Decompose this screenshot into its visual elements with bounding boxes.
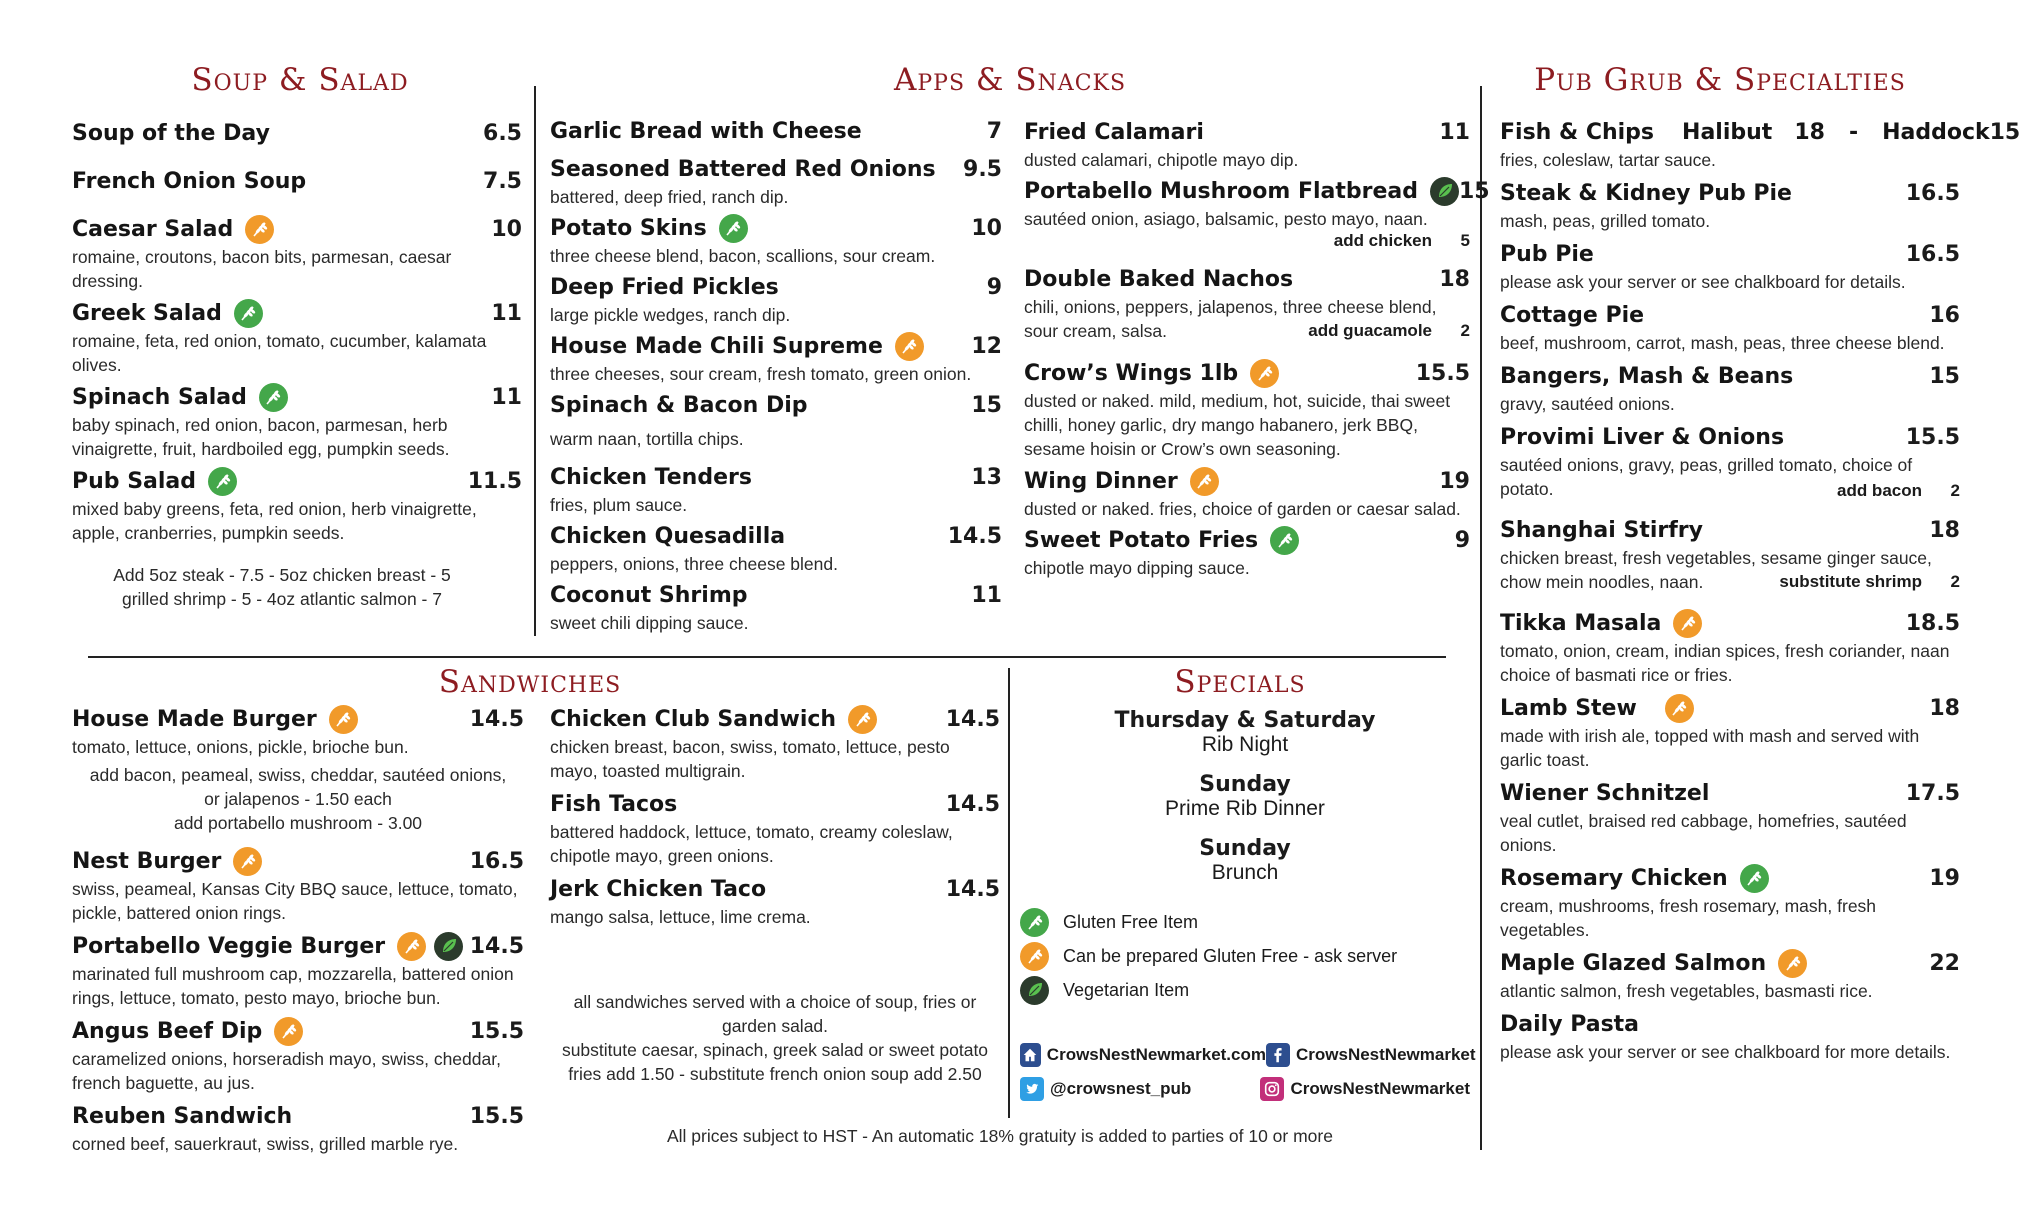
menu-item (1500, 607, 1960, 692)
menu-item (1500, 360, 1960, 421)
sandwiches-right-column (550, 703, 1000, 933)
item-description: chipotle mayo dipping sauce. (1024, 558, 1250, 578)
menu-item (550, 873, 1000, 933)
special-day: Thursday & Saturday (1114, 708, 1376, 733)
item-description: romaine, feta, red onion, tomato, cucumber, kalamata olives. (72, 331, 487, 375)
specials-title: Specials (1174, 664, 1306, 700)
item-price: 15 (971, 392, 1002, 418)
addon-price: 2 (1460, 321, 1470, 340)
menu-item (550, 461, 1002, 520)
special-day: Sunday (1199, 772, 1291, 797)
item-price: 7 (986, 118, 1002, 144)
item-name: House Made Burger (72, 706, 317, 732)
item-price: 15 (1989, 119, 2020, 145)
menu-item (1024, 175, 1490, 263)
menu-item (550, 788, 1000, 873)
wheat-icon (848, 705, 877, 734)
sandwich-note-line: substitute caesar, spinach, greek salad or sweet potato (561, 1040, 989, 1060)
wheat-icon (1020, 908, 1049, 937)
item-price: 18.5 (1905, 610, 1960, 636)
item-description: sour cream, salsa. (1024, 321, 1167, 341)
pub-grub-title: Pub Grub & Specialties (1534, 62, 1906, 98)
wheat-icon (245, 215, 274, 244)
legend-vegetarian (1020, 973, 1460, 1007)
item-price: 15 (1929, 363, 1960, 389)
legend-label: Gluten Free Item (1063, 911, 1199, 932)
wheat-icon (397, 932, 426, 961)
item-name: Lamb Stew (1500, 695, 1637, 721)
item-price: 17.5 (1905, 780, 1960, 806)
sandwich-note-line: all sandwiches served with a choice of soup, fries or (573, 992, 977, 1012)
item-price: 18 (1439, 266, 1470, 292)
menu-item (1024, 357, 1470, 465)
item-name: Portabello Veggie Burger (72, 933, 386, 959)
item-description: gravy, sautéed onions. (1500, 394, 1675, 414)
item-name: Angus Beef Dip (72, 1018, 263, 1044)
item-description: baby spinach, red onion, bacon, parmesan, herb vinaigrette, fruit, hardboiled egg, pumpkin seeds. (72, 415, 450, 459)
leaf-icon (1430, 177, 1459, 206)
item-description: chicken breast, bacon, swiss, tomato, lettuce, pesto mayo, toasted multigrain. (550, 737, 950, 781)
twitter-icon (1020, 1077, 1044, 1101)
item-price: 14.5 (469, 706, 524, 732)
item-price: 14.5 (947, 523, 1002, 549)
item-name: French Onion Soup (72, 168, 307, 194)
menu-item (1024, 465, 1470, 524)
item-description: sweet chili dipping sauce. (550, 613, 749, 633)
item-name: Wing Dinner (1024, 468, 1178, 494)
menu-item (1500, 421, 1960, 514)
item-description: please ask your server or see chalkboard for details. (1500, 272, 1906, 292)
wheat-icon (1740, 864, 1769, 893)
item-price: 15.5 (1905, 424, 1960, 450)
item-name: Maple Glazed Salmon (1500, 950, 1767, 976)
addon-line (1308, 321, 1470, 341)
item-name: Nest Burger (72, 848, 222, 874)
facebook-link[interactable] (1266, 1038, 1476, 1072)
menu-item (550, 115, 1002, 153)
twitter-text: @crowsnest_pub (1050, 1079, 1192, 1098)
item-price: 16.5 (1905, 241, 1960, 267)
wheat-icon (259, 383, 288, 412)
item-description: veal cutlet, braised red cabbage, homefries, sautéed onions. (1500, 811, 1907, 855)
item-description: mango salsa, lettuce, lime crema. (550, 907, 811, 927)
item-name: Fried Calamari (1024, 119, 1204, 145)
addon-label: add chicken (1333, 231, 1432, 250)
website-text: CrowsNestNewmarket.com (1046, 1045, 1266, 1064)
item-description: peppers, onions, three cheese blend. (550, 554, 838, 574)
item-name: Fish Tacos (550, 791, 678, 817)
item-description: caramelized onions, horseradish mayo, swiss, cheddar, french baguette, au jus. (72, 1049, 501, 1093)
menu-item (1500, 777, 1960, 862)
item-description: sautéed onions, gravy, peas, grilled tomato, choice of potato. (1500, 455, 1913, 499)
item-name: Wiener Schnitzel (1500, 780, 1710, 806)
item-name: Crow’s Wings 1lb (1024, 360, 1239, 386)
item-price: 14.5 (469, 933, 524, 959)
item-price: 9 (986, 274, 1002, 300)
item-description: chicken breast, fresh vegetables, sesame ginger sauce, (1500, 548, 1932, 568)
item-description: mixed baby greens, feta, red onion, herb vinaigrette, apple, cranberries, pumpkin seeds. (72, 499, 477, 543)
item-description: sautéed onion, asiago, balsamic, pesto mayo, naan. (1024, 209, 1428, 229)
item-price: 14.5 (945, 876, 1000, 902)
item-price: 18 (1929, 695, 1960, 721)
wheat-icon (895, 332, 924, 361)
item-price: 16 (1929, 302, 1960, 328)
item-description: please ask your server or see chalkboard for more details. (1500, 1042, 1951, 1062)
salad-addons-line: grilled shrimp - 5 - 4oz atlantic salmon - 7 (122, 589, 442, 609)
instagram-icon (1260, 1077, 1284, 1101)
item-price: 9.5 (963, 156, 1002, 182)
sandwich-note-line: fries add 1.50 - substitute french onion soup add 2.50 (568, 1064, 982, 1084)
legend (1020, 905, 1460, 1007)
menu-item (1024, 116, 1470, 175)
menu-item (1500, 299, 1960, 360)
item-description: warm naan, tortilla chips. (550, 429, 744, 449)
item-price: 15.5 (1415, 360, 1470, 386)
menu-item (72, 213, 522, 297)
item-description: three cheese blend, bacon, scallions, sour cream. (550, 246, 936, 266)
item-name: House Made Chili Supreme (550, 333, 883, 359)
item-description: battered haddock, lettuce, tomato, creamy coleslaw, chipotle mayo, green onions. (550, 822, 953, 866)
special-entry (1030, 708, 1460, 772)
menu-item (1500, 947, 1960, 1008)
menu-item (1500, 514, 1960, 607)
item-description: chili, onions, peppers, jalapenos, three cheese blend, (1024, 297, 1437, 317)
item-description: mash, peas, grilled tomato. (1500, 211, 1711, 231)
addon-line (1500, 481, 1960, 501)
pub-grub-column (1500, 116, 2020, 1088)
menu-item (1500, 1008, 1960, 1088)
addon-label: substitute shrimp (1779, 572, 1922, 591)
item-description: beef, mushroom, carrot, mash, peas, three cheese blend. (1500, 333, 1945, 353)
item-name: Bangers, Mash & Beans (1500, 363, 1794, 389)
item-description: tomato, lettuce, onions, pickle, brioche bun. (72, 737, 409, 757)
menu-item (550, 271, 1002, 330)
addon-price: 2 (1950, 481, 1960, 500)
footer-note: All prices subject to HST - An automatic 18% gratuity is added to parties of 10 or more (667, 1126, 1333, 1146)
item-description: large pickle wedges, ranch dip. (550, 305, 791, 325)
burger-addon-note: add bacon, peameal, swiss, cheddar, sautéed onions, (89, 765, 507, 785)
menu-item (72, 1015, 524, 1100)
item-price: 10 (971, 215, 1002, 241)
salad-addons-line: Add 5oz steak - 7.5 - 5oz chicken breast - 5 (113, 565, 451, 585)
wheat-icon (1665, 694, 1694, 723)
item-price: 14.5 (945, 706, 1000, 732)
menu-item (550, 153, 1002, 212)
item-price: 15 (1459, 178, 1490, 204)
item-name: Garlic Bread with Cheese (550, 118, 862, 144)
item-name: Rosemary Chicken (1500, 865, 1728, 891)
menu-item (72, 845, 524, 930)
menu-item (550, 330, 1002, 389)
soup-salad-column (72, 117, 522, 611)
addon-price: 2 (1950, 572, 1960, 591)
item-description: cream, mushrooms, fresh rosemary, mash, fresh vegetables. (1500, 896, 1877, 940)
item-price: 11 (1439, 119, 1470, 145)
menu-item (72, 117, 522, 165)
item-description: swiss, peameal, Kansas City BBQ sauce, lettuce, tomato, pickle, battered onion rings. (72, 879, 518, 923)
sandwiches-title: Sandwiches (438, 664, 622, 700)
menu-item (1024, 524, 1470, 583)
legend-gluten-free (1020, 905, 1460, 939)
apps-right-column (1024, 116, 1490, 583)
wheat-icon (1190, 467, 1219, 496)
wheat-icon (329, 705, 358, 734)
special-text: Brunch (1211, 861, 1279, 884)
burger-addon-note: add portabello mushroom - 3.00 (173, 813, 423, 833)
item-name: Deep Fried Pickles (550, 274, 779, 300)
item-description: corned beef, sauerkraut, swiss, grilled marble rye. (72, 1134, 459, 1154)
item-name: Sweet Potato Fries (1024, 527, 1259, 553)
soup-salad-title: Soup & Salad (191, 62, 409, 98)
item-description: dusted calamari, chipotle mayo dip. (1024, 150, 1299, 170)
wheat-icon (233, 847, 262, 876)
item-price: 22 (1929, 950, 1960, 976)
item-description: fries, coleslaw, tartar sauce. (1500, 150, 1716, 170)
wheat-icon (719, 214, 748, 243)
item-price: 11 (491, 300, 522, 326)
item-name: Pub Pie (1500, 241, 1594, 267)
wheat-icon (234, 299, 263, 328)
item-price: 15.5 (469, 1103, 524, 1129)
item-price: 12 (971, 333, 1002, 359)
wheat-icon (1270, 526, 1299, 555)
burger-addon-note: or jalapenos - 1.50 each (204, 789, 392, 809)
divider-soup-apps (534, 86, 536, 636)
item-description: dusted or naked. mild, medium, hot, suicide, thai sweet chilli, honey garlic, dry mango habanero, jerk BBQ, sesame hoisin or Crow’s own seasoning. (1024, 391, 1451, 459)
item-name: Coconut Shrimp (550, 582, 748, 608)
wheat-icon (1250, 359, 1279, 388)
halibut-price: 18 (1794, 119, 1825, 145)
item-price: 6.5 (483, 120, 522, 146)
item-price: 19 (1929, 865, 1960, 891)
item-name: Chicken Club Sandwich (550, 706, 837, 732)
menu-item (72, 1100, 524, 1160)
item-price: 11 (971, 582, 1002, 608)
item-price: 15.5 (469, 1018, 524, 1044)
apps-snacks-title: Apps & Snacks (893, 62, 1127, 98)
special-day: Sunday (1199, 836, 1291, 861)
wheat-icon (1673, 609, 1702, 638)
item-description: atlantic salmon, fresh vegetables, basmasti rice. (1500, 981, 1873, 1001)
item-description: marinated full mushroom cap, mozzarella, battered onion rings, lettuce, tomato, pesto mayo, brioche bun. (72, 964, 514, 1008)
menu-item (72, 465, 522, 563)
addon-price: 5 (1460, 231, 1470, 250)
haddock-label: Haddock (1882, 119, 1990, 145)
item-name: Spinach Salad (72, 384, 247, 410)
item-name: Fish & Chips (1500, 119, 1655, 145)
item-price: 11.5 (467, 468, 522, 494)
leaf-icon (1020, 976, 1049, 1005)
menu-item (72, 381, 522, 465)
leaf-icon (434, 932, 463, 961)
legend-can-be-gluten-free (1020, 939, 1460, 973)
sandwich-note (550, 990, 1000, 1086)
item-name: Daily Pasta (1500, 1011, 1640, 1037)
legend-label: Vegetarian Item (1063, 979, 1190, 1000)
item-description: tomato, onion, cream, indian spices, fresh coriander, naan choice of basmati rice or fries. (1500, 641, 1950, 685)
specials-column (1030, 708, 1460, 900)
item-name: Cottage Pie (1500, 302, 1645, 328)
item-description: fries, plum sauce. (550, 495, 688, 515)
item-name: Double Baked Nachos (1024, 266, 1294, 292)
item-name: Jerk Chicken Taco (550, 876, 767, 902)
home-icon (1020, 1043, 1041, 1067)
legend-label: Can be prepared Gluten Free - ask server (1063, 945, 1398, 966)
divider-horizontal (88, 656, 1446, 658)
social-links (1020, 1038, 1476, 1106)
item-name: Shanghai Stirfry (1500, 517, 1703, 543)
item-price: 16.5 (1905, 180, 1960, 206)
menu-item (550, 212, 1002, 271)
facebook-text: CrowsNestNewmarket (1296, 1045, 1476, 1064)
menu-item (550, 389, 1002, 461)
item-description: romaine, croutons, bacon bits, parmesan, caesar dressing. (72, 247, 452, 291)
item-name: Tikka Masala (1500, 610, 1662, 636)
item-price: 10 (491, 216, 522, 242)
menu-item (1500, 692, 1960, 777)
price-separator: - (1848, 119, 1859, 145)
addon-line (1024, 231, 1470, 251)
menu-item (1500, 177, 1960, 238)
wheat-icon (274, 1017, 303, 1046)
special-entry (1030, 836, 1460, 900)
item-price: 14.5 (945, 791, 1000, 817)
menu-item (1500, 116, 2020, 177)
item-description: three cheeses, sour cream, fresh tomato, green onion. (550, 364, 972, 384)
facebook-icon (1266, 1043, 1290, 1067)
item-name: Seasoned Battered Red Onions (550, 156, 936, 182)
special-entry (1030, 772, 1460, 836)
item-name: Pub Salad (72, 468, 197, 494)
menu-item (1024, 263, 1470, 357)
divider-sandwich-specials (1008, 668, 1010, 1118)
item-name: Chicken Tenders (550, 464, 752, 490)
addon-line (1779, 572, 1960, 592)
item-name: Reuben Sandwich (72, 1103, 293, 1129)
twitter-link[interactable] (1020, 1072, 1260, 1106)
sandwich-note-line: garden salad. (721, 1016, 829, 1036)
item-name: Provimi Liver & Onions (1500, 424, 1785, 450)
apps-left-column (550, 115, 1002, 638)
instagram-link[interactable] (1260, 1072, 1470, 1106)
sandwiches-left-column (72, 703, 524, 1160)
instagram-text: CrowsNestNewmarket (1290, 1079, 1470, 1098)
special-text: Rib Night (1201, 733, 1289, 756)
item-name: Soup of the Day (72, 120, 270, 146)
item-description: dusted or naked. fries, choice of garden or caesar salad. (1024, 499, 1461, 519)
item-name: Caesar Salad (72, 216, 234, 242)
item-price: 7.5 (483, 168, 522, 194)
addon-label: add bacon (1836, 481, 1922, 500)
item-price: 18 (1929, 517, 1960, 543)
item-description: battered, deep fried, ranch dip. (550, 187, 789, 207)
menu-item (72, 703, 524, 845)
menu-item (72, 930, 524, 1015)
item-name: Portabello Mushroom Flatbread (1024, 178, 1418, 204)
item-price: 19 (1439, 468, 1470, 494)
menu-item (550, 703, 1000, 788)
halibut-label: Halibut (1682, 119, 1773, 145)
menu-item (1500, 862, 1960, 947)
item-price: 13 (971, 464, 1002, 490)
addon-label: add guacamole (1308, 321, 1432, 340)
item-price: 11 (491, 384, 522, 410)
special-text: Prime Rib Dinner (1165, 797, 1325, 820)
item-price: 16.5 (469, 848, 524, 874)
item-price: 9 (1454, 527, 1470, 553)
item-name: Steak & Kidney Pub Pie (1500, 180, 1792, 206)
wheat-icon (208, 467, 237, 496)
menu-item (550, 579, 1002, 638)
website-link[interactable] (1020, 1038, 1266, 1072)
menu-item (550, 520, 1002, 579)
item-name: Spinach & Bacon Dip (550, 392, 808, 418)
item-name: Potato Skins (550, 215, 707, 241)
menu-item (72, 297, 522, 381)
item-description: made with irish ale, topped with mash and served with garlic toast. (1500, 726, 1920, 770)
menu-item (1500, 238, 1960, 299)
item-name: Chicken Quesadilla (550, 523, 786, 549)
item-description: chow mein noodles, naan. (1500, 572, 1704, 592)
wheat-icon (1020, 942, 1049, 971)
wheat-icon (1778, 949, 1807, 978)
item-name: Greek Salad (72, 300, 222, 326)
menu-item (72, 165, 522, 213)
divider-apps-pub (1480, 86, 1482, 1150)
